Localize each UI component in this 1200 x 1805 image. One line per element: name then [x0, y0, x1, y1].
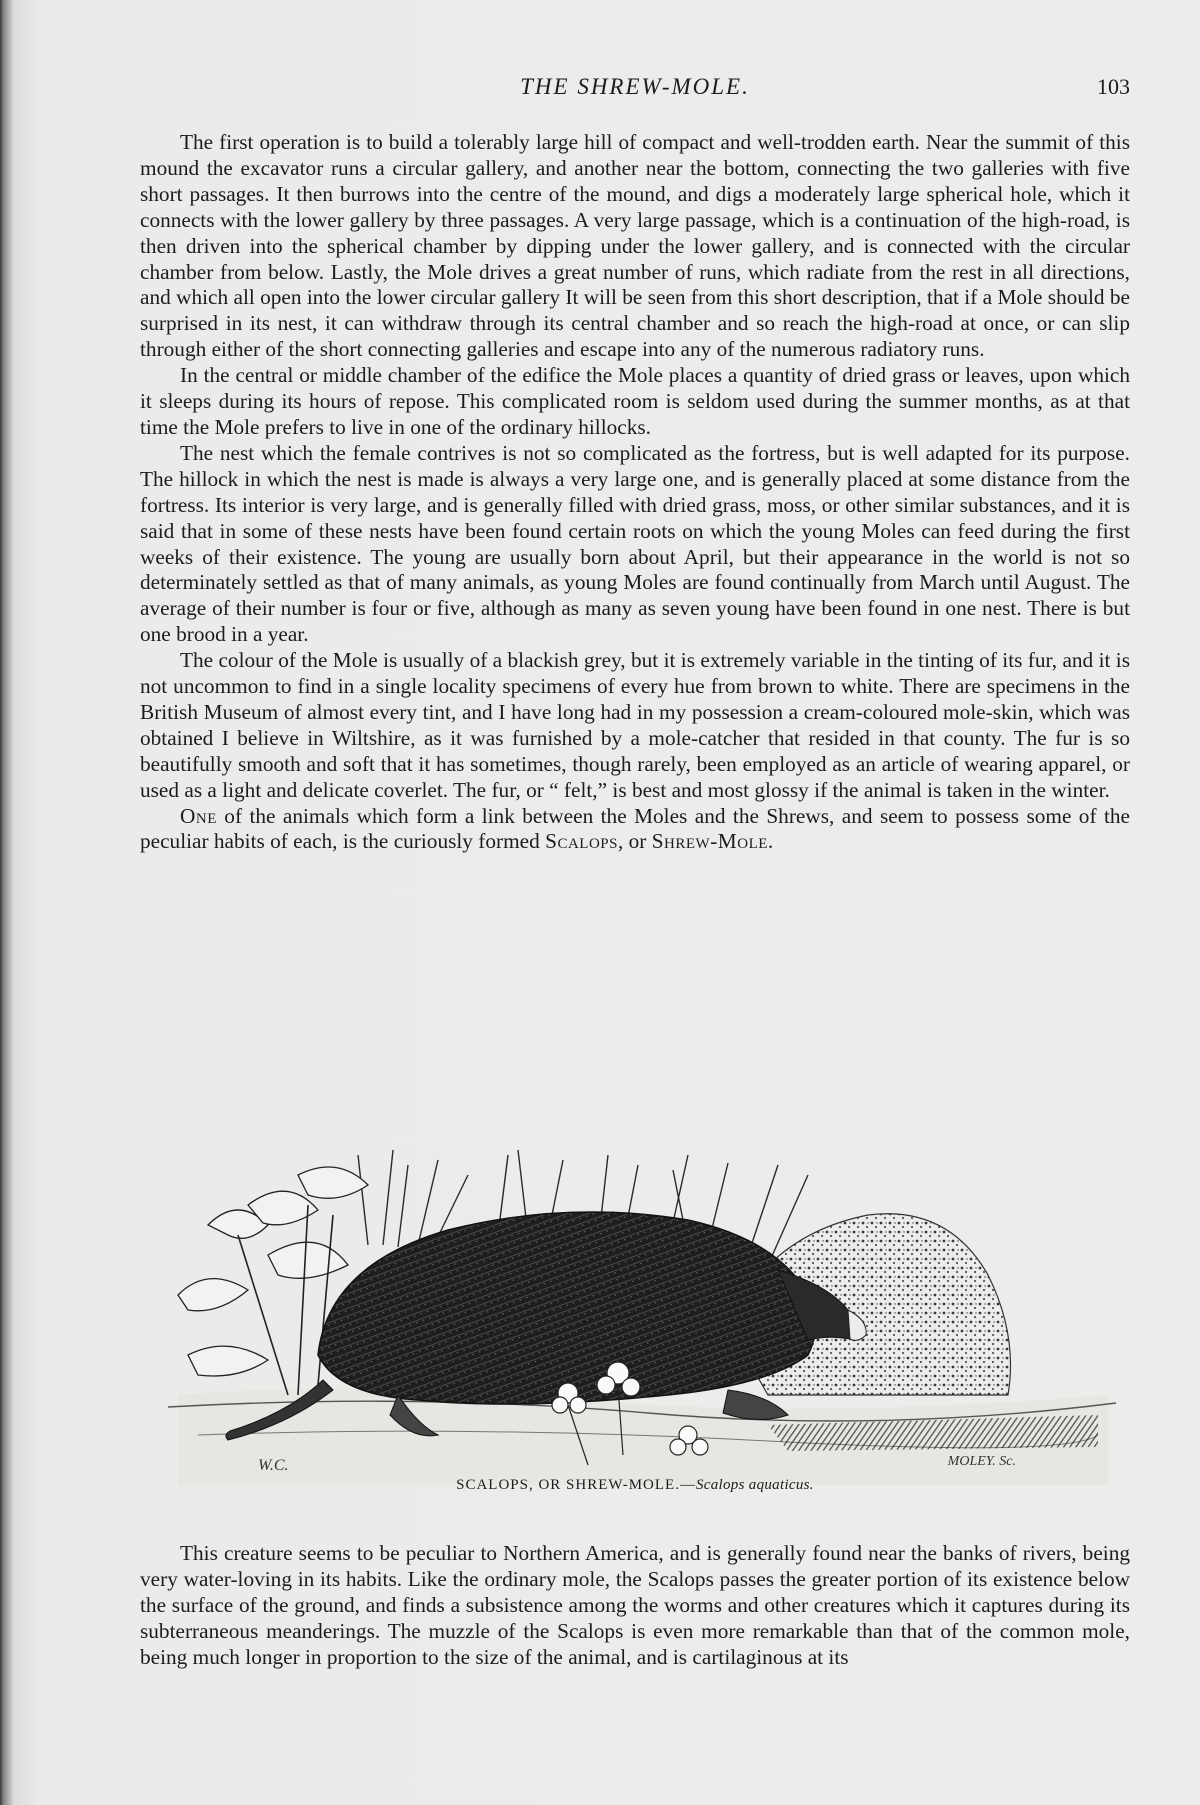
intro-separator: , or	[617, 829, 652, 854]
engraver-signature-left: W.C.	[258, 1457, 289, 1474]
term-shrew-mole: Shrew-Mole	[651, 829, 768, 854]
caption-latin-name: Scalops aquaticus.	[695, 1477, 814, 1493]
paragraph: The colour of the Mole is usually of a blackish grey, but it is extremely variable in the tinting of its fur, and it is not uncommon to find in a single locality specimens of every hue from brown to white. There are specimens in the British Museum of almost every tint, and I have long had in my possession a cream-coloured mole-skin, which was obtained I believe in Wiltshire, as it was furnished by a mole-catcher that resided in that county. The fur is so beautifully smooth and soft that it has sometimes, though rarely, been employed as an article of wearing apparel, or used as a light and delicate coverlet. The fur, or “ felt,” is best and most glossy if the animal is taken in the winter.	[140, 648, 1130, 802]
body-text-top	[140, 130, 1130, 855]
intro-paragraph	[140, 804, 1130, 856]
running-head	[140, 74, 1130, 104]
term-scalops: Scalops	[545, 829, 618, 854]
intro-text: of the animals which form a link between the Moles and the Shrews, and seem to possess some of the peculiar habits of each, is the curiously formed	[140, 803, 1130, 854]
engraver-signature-right: MOLEY. Sc.	[947, 1454, 1016, 1469]
paragraph: The first operation is to build a tolerably large hill of compact and well-trodden earth. Near the summit of this mound the excavator runs a circular gallery, and another near the bottom, connecting the two galleries with five short passages. It then burrows into the centre of the mound, and digs a moderately large spherical hole, which it connects with the lower gallery by three passages. A very large passage, which is a continuation of the high-road, is then driven into the spherical chamber by dipping under the lower gallery, and is connected with the circular chamber from below. Lastly, the Mole drives a great number of runs, which radiate from the rest in all directions, and which all open into the lower circular gallery It will be seen from this short description, that if a Mole should be surprised in its nest, it can withdraw through its central chamber and so reach the high-road at once, or can slip through either of the short connecting galleries and escape into any of the numerous radiatory runs.	[140, 130, 1130, 362]
paragraph: The nest which the female contrives is not so complicated as the fortress, but is well adapted for its purpose. The hillock in which the nest is made is always a very large one, and is generally placed at some distance from the fortress. Its interior is very large, and is generally filled with dried grass, moss, or other similar substances, and it is said that in some of these nests have been found certain roots on which the young Moles can feed during the first weeks of their existence. The young are usually born about April, but their appearance in the world is not so determinately settled as that of many animals, as young Moles are found continually from March until August. The average of their number is four or five, although as many as seven young have been found in one nest. There is but one brood in a year.	[140, 440, 1130, 647]
shrew-mole-engraving	[168, 1095, 1116, 1485]
caption-main: SCALOPS, OR SHREW-MOLE.—	[456, 1477, 696, 1493]
intro-end: .	[767, 829, 774, 854]
figure-caption	[140, 1477, 1130, 1494]
paragraph: This creature seems to be peculiar to Northern America, and is generally found near the banks of rivers, being very water-loving in its habits. Like the ordinary mole, the Scalops passes the greater portion of its existence below the surface of the ground, and finds a subsistence among the worms and other creatures which it captures during its subterraneous meanderings. The muzzle of the Scalops is even more remarkable than that of the common mole, being much longer in proportion to the size of the animal, and is cartilaginous at its	[140, 1541, 1130, 1669]
page-number: 103	[1097, 74, 1130, 99]
lead-word: One	[180, 803, 217, 828]
paragraph: In the central or middle chamber of the edifice the Mole places a quantity of dried grass or leaves, upon which it sleeps during its hours of repose. This complicated room is seldom used during the summer months, as at that time the Mole prefers to live in one of the ordinary hillocks.	[140, 363, 1130, 439]
body-text-bottom	[140, 1541, 1130, 1671]
page-title: THE SHREW-MOLE.	[520, 74, 750, 99]
